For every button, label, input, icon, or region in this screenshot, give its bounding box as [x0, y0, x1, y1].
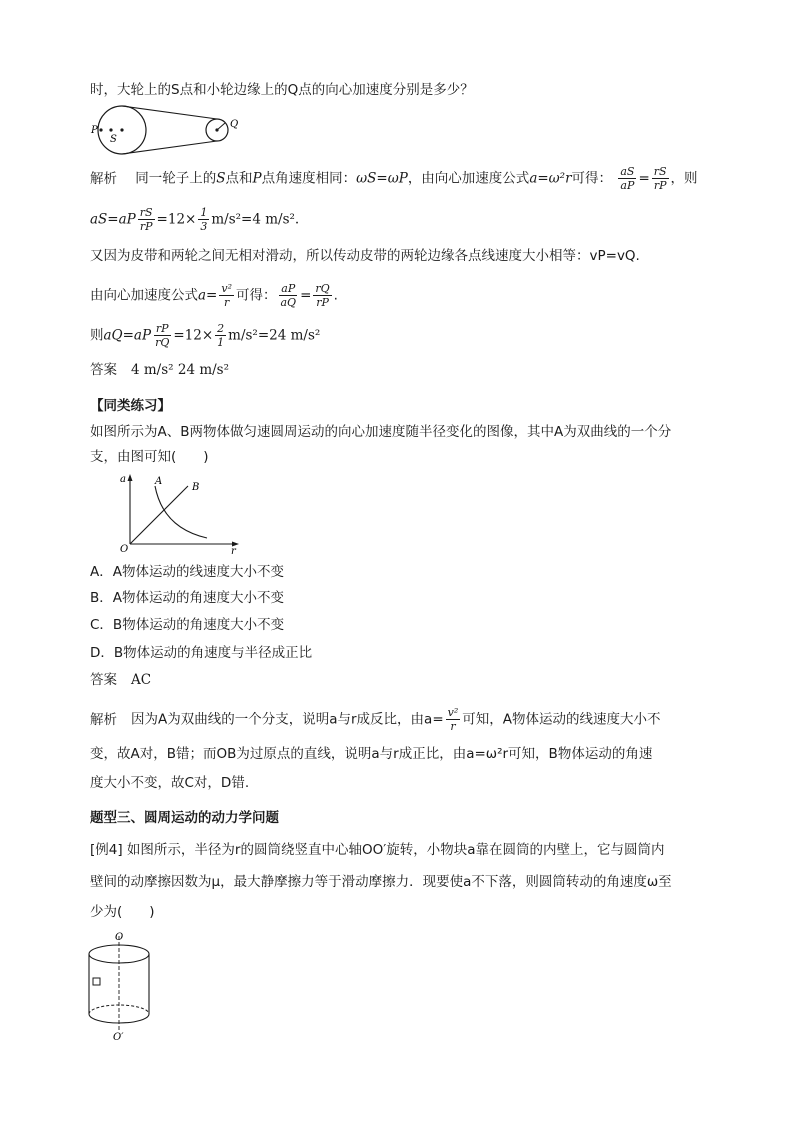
y-axis-label: a [120, 474, 126, 485]
option-b: B．A物体运动的角速度大小不变 [90, 590, 284, 606]
answer1: 答案 4 m/s² 24 m/s² [90, 362, 230, 378]
fraction: $\frac{aS}{aP}$ [620, 165, 635, 192]
solution1-line4: 由向心加速度公式a= $\frac{\text{v²}}{r}$ 可得： $\frac{aP}{aQ}$ = $\frac{rQ}{rP}$ . [90, 282, 338, 309]
solution1-line1: 解析 同一轮子上的S点和P点角速度相同：ωS=ωP，由向心加速度公式a=ω²r可得： $\frac{aS}{aP}$ = $\frac{rS}{rP}$ ，则 [90, 165, 698, 192]
fraction: $\frac{rS}{rP}$ [653, 165, 667, 192]
section3-title: 题型三、圆周运动的动力学问题 [90, 810, 279, 826]
fraction: $\frac{rQ}{rP}$ [315, 282, 330, 309]
practice-heading: 【同类练习】 [90, 398, 171, 414]
example4-line1: [例4] 如图所示，半径为r的圆筒绕竖直中心轴OO′旋转，小物块a靠在圆筒的内壁上，它与圆筒内 [90, 842, 665, 858]
intro-question: 时，大轮上的S点和小轮边缘上的Q点的向心加速度分别是多少？ [90, 82, 474, 98]
fraction: $\frac{aP}{aQ}$ [280, 282, 297, 309]
practice-analysis-line2: 变，故A对，B错；而OB为过原点的直线，说明a与r成正比，由a=ω²r可知，B物体运动的角速 [90, 746, 653, 762]
axis-top-label: O [115, 932, 124, 943]
fraction: $\frac{2}{1}$ [217, 322, 225, 349]
solution1-line3: 又因为皮带和两轮之间无相对滑动，所以传动皮带的两轮边缘各点线速度大小相等：vP=vQ. [90, 248, 640, 264]
curve-b-label: B [192, 482, 200, 493]
option-d: D．B物体运动的角速度与半径成正比 [90, 645, 313, 661]
solution1-line2: aS=aP $\frac{rS}{rP}$ =12× $\frac{1}{3}$ m/s²=4 m/s². [90, 206, 300, 233]
solution1-line5: 则aQ=aP $\frac{rP}{rQ}$ =12× $\frac{2}{1}$ m/s²=24 m/s² [90, 322, 321, 349]
practice-question-line2: 支，由图可知( ) [90, 449, 209, 465]
practice-answer: 答案 AC [90, 672, 152, 688]
axis-bottom-label: O′ [113, 1032, 124, 1042]
example4-line3: 少为( ) [90, 904, 155, 920]
label-q: Q [230, 119, 239, 130]
x-axis-label: r [231, 546, 236, 554]
option-a: A．A物体运动的线速度大小不变 [90, 564, 284, 580]
practice-question-line1: 如图所示为A、B两物体做匀速圆周运动的向心加速度随半径变化的图像，其中A为双曲线的一个分 [90, 424, 672, 440]
belt-pulley-figure [90, 104, 250, 156]
acceleration-radius-graph [115, 472, 250, 554]
fraction: $\frac{\text{v²}}{r}$ [221, 282, 232, 309]
example4-line2: 壁间的动摩擦因数为μ，最大静摩擦力等于滑动摩擦力．现要使a不下落，则圆筒转动的角速度ω至 [90, 874, 672, 890]
label-s: S [110, 134, 117, 145]
practice-analysis-line3: 度大小不变，故C对，D错. [90, 775, 250, 791]
fraction: $\frac{\text{v²}}{r}$ [447, 706, 459, 733]
fraction: $\frac{1}{3}$ [200, 206, 208, 233]
cylinder-figure [88, 930, 168, 1042]
fraction: $\frac{rP}{rQ}$ [155, 322, 170, 349]
option-c: C．B物体运动的角速度大小不变 [90, 617, 285, 633]
fraction: $\frac{rS}{rP}$ [139, 206, 153, 233]
curve-a-label: A [155, 476, 163, 487]
practice-analysis-line1: 解析 因为A为双曲线的一个分支，说明a与r成反比，由a= $\frac{\text{v²}}{r}$ 可知，A物体运动的线速度大小不 [90, 706, 661, 733]
origin-label: O [120, 544, 129, 554]
label-p: P [91, 125, 98, 136]
